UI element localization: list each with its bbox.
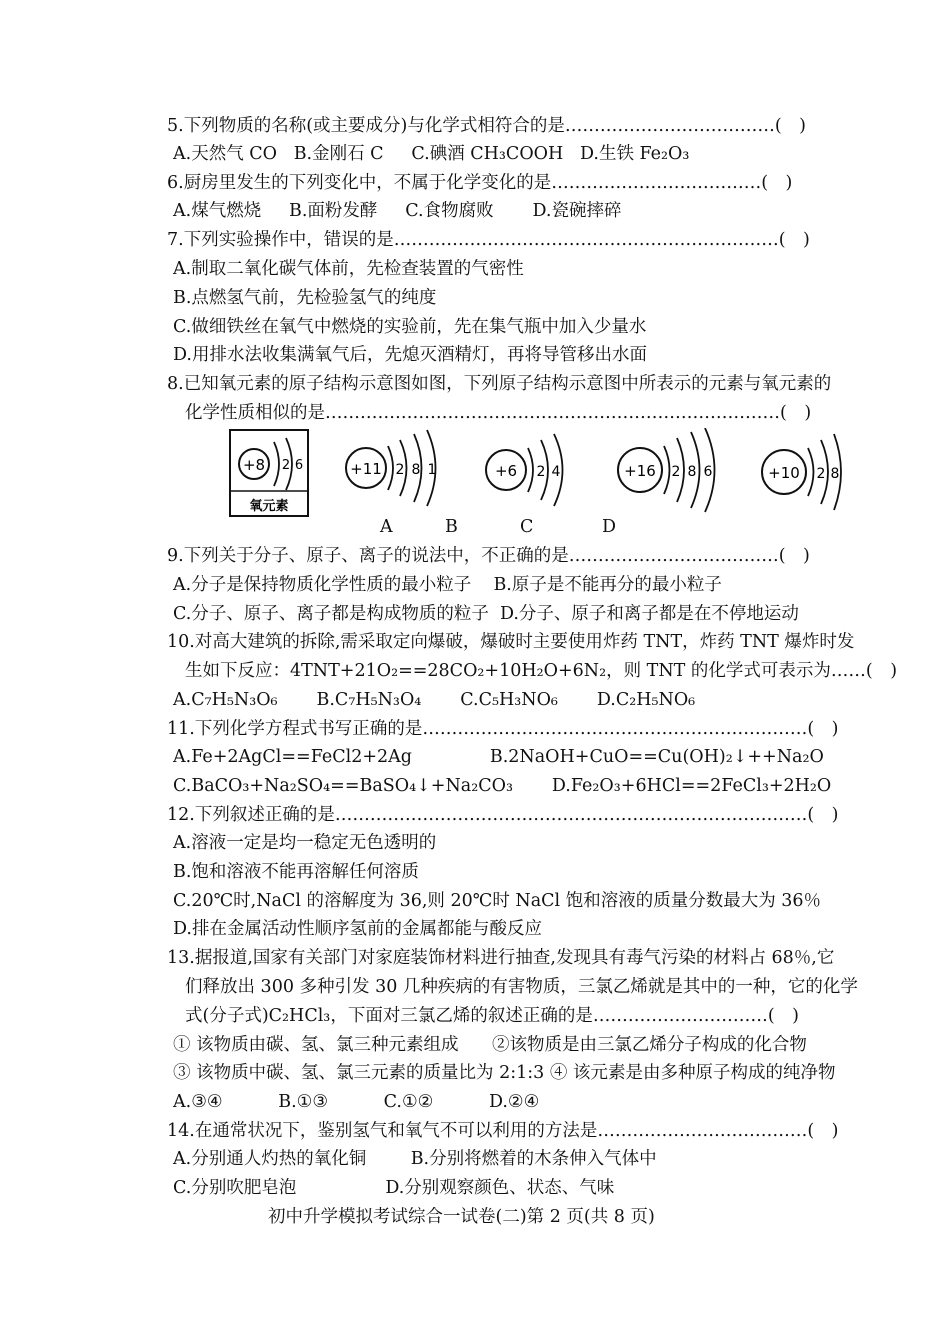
atom-d-nucleus: +10 bbox=[768, 464, 800, 482]
question-5-stem: 5.下列物质的名称(或主要成分)与化学式相符合的是………………………………( ) bbox=[167, 116, 807, 136]
atom-d-shell-2: 8 bbox=[830, 466, 840, 482]
question-7-stem: 7.下列实验操作中，错误的是…………………………………………………………( ) bbox=[167, 230, 810, 250]
question-8-stem-line2: 化学性质相似的是……………………………………………………………………( ) bbox=[185, 403, 812, 423]
question-14-options-cd: C.分别吹肥皂泡 D.分别观察颜色、状态、气味 bbox=[173, 1178, 615, 1198]
atom-c-shell-3: 6 bbox=[703, 464, 713, 480]
question-7-option-d: D.用排水法收集满氧气后，先熄灭酒精灯，再将导管移出水面 bbox=[173, 345, 647, 365]
question-7-option-c: C.做细铁丝在氧气中燃烧的实验前，先在集气瓶中加入少量水 bbox=[173, 317, 647, 337]
question-12-stem: 12.下列叙述正确的是………………………………………………………………………( ) bbox=[167, 805, 839, 825]
question-10-options: A.C₇H₅N₃O₆ B.C₇H₅N₃O₄ C.C₅H₃NO₆ D.C₂H₅NO₆ bbox=[173, 690, 696, 710]
oxygen-atom-diagram bbox=[230, 430, 308, 516]
atomic-structure-diagrams bbox=[228, 428, 848, 523]
atomic-structure-svg bbox=[228, 428, 848, 523]
atom-letter-c: C bbox=[520, 517, 534, 537]
question-13-stem-line3: 式(分子式)C₂HCl₃，下面对三氯乙烯的叙述正确的是…………………………( ) bbox=[185, 1006, 799, 1026]
atom-c-nucleus: +16 bbox=[624, 462, 656, 480]
question-9-options-cd: C.分子、原子、离子都是构成物质的粒子 D.分子、原子和离子都是在不停地运动 bbox=[173, 604, 799, 624]
atom-c-diagram bbox=[618, 428, 715, 512]
atom-b-nucleus: +6 bbox=[494, 462, 518, 480]
question-10-stem-line1: 10.对高大建筑的拆除,需采取定向爆破，爆破时主要使用炸药 TNT，炸药 TNT 爆炸时发 bbox=[167, 632, 855, 652]
question-11-stem: 11.下列化学方程式书写正确的是…………………………………………………………( ) bbox=[167, 719, 839, 739]
question-12-option-d: D.排在金属活动性顺序氢前的金属都能与酸反应 bbox=[173, 919, 542, 939]
question-10-stem-line2: 生如下反应：4TNT+21O₂==28CO₂+10H₂O+6N₂，则 TNT 的化学式可表示为……( ) bbox=[185, 661, 898, 681]
question-13-stem-line2: 们释放出 300 多种引发 30 几种疾病的有害物质，三氯乙烯就是其中的一种，它的化学 bbox=[185, 977, 858, 997]
atom-d-shell-1: 2 bbox=[816, 466, 826, 482]
atom-b-diagram bbox=[486, 434, 563, 506]
question-14-options-ab: A.分别通人灼热的氧化铜 B.分别将燃着的木条伸入气体中 bbox=[173, 1149, 657, 1169]
question-11-options-cd: C.BaCO₃+Na₂SO₄==BaSO₄↓+Na₂CO₃ D.Fe₂O₃+6HCl==2FeCl₃+2H₂O bbox=[173, 776, 832, 796]
question-14-stem: 14.在通常状况下，鉴别氢气和氧气不可以利用的方法是………………………………( ) bbox=[167, 1121, 839, 1141]
atom-a-shell-2: 8 bbox=[411, 462, 421, 478]
question-13-statements-12: ① 该物质由碳、氢、氯三种元素组成 ②该物质是由三氯乙烯分子构成的化合物 bbox=[173, 1035, 807, 1055]
atom-letter-b: B bbox=[445, 517, 458, 537]
question-5-options: A.天然气 CO B.金刚石 C C.碘酒 CH₃COOH D.生铁 Fe₂O₃ bbox=[173, 144, 690, 164]
question-6-options: A.煤气燃烧 B.面粉发酵 C.食物腐败 D.瓷碗摔碎 bbox=[173, 201, 622, 221]
atom-letter-d: D bbox=[602, 517, 617, 537]
question-13-stem-line1: 13.据报道,国家有关部门对家庭装饰材料进行抽查,发现具有毒气污染的材料占 68％,它 bbox=[167, 948, 835, 968]
question-7-option-a: A.制取二氧化碳气体前，先检查装置的气密性 bbox=[173, 259, 524, 279]
question-6-stem: 6.厨房里发生的下列变化中，不属于化学变化的是………………………………( ) bbox=[167, 173, 793, 193]
question-11-options-ab: A.Fe+2AgCl==FeCl2+2Ag B.2NaOH+CuO==Cu(OH)₂↓++Na₂O bbox=[173, 747, 824, 767]
question-13-statements-34: ③ 该物质中碳、氢、氯三元素的质量比为 2:1:3 ④ 该元素是由多种原子构成的纯净物 bbox=[173, 1063, 836, 1083]
question-8-stem-line1: 8.已知氧元素的原子结构示意图如图，下列原子结构示意图中所表示的元素与氧元素的 bbox=[167, 374, 832, 394]
oxygen-label: 氧元素 bbox=[249, 499, 289, 514]
question-13-options: A.③④ B.①③ C.①② D.②④ bbox=[173, 1092, 540, 1112]
oxygen-shell-2: 6 bbox=[294, 458, 304, 473]
atom-b-shell-1: 2 bbox=[536, 464, 546, 480]
atom-a-nucleus: +11 bbox=[350, 460, 382, 478]
atom-b-shell-2: 4 bbox=[551, 464, 561, 480]
question-9-stem: 9.下列关于分子、原子、离子的说法中，不正确的是………………………………( ) bbox=[167, 546, 810, 566]
atom-c-shell-2: 8 bbox=[687, 464, 697, 480]
question-12-option-c: C.20℃时,NaCl 的溶解度为 36,则 20℃时 NaCl 饱和溶液的质量分数最大为 36％ bbox=[173, 891, 822, 911]
atom-a-shell-1: 2 bbox=[395, 462, 405, 478]
atom-d-diagram bbox=[762, 434, 841, 510]
question-12-option-a: A.溶液一定是均一稳定无色透明的 bbox=[173, 833, 437, 853]
oxygen-shell-1: 2 bbox=[281, 458, 291, 473]
atom-letter-a: A bbox=[380, 517, 393, 537]
atom-c-shell-1: 2 bbox=[671, 464, 681, 480]
page-footer: 初中升学模拟考试综合一试卷(二)第 2 页(共 8 页) bbox=[268, 1207, 655, 1227]
question-12-option-b: B.饱和溶液不能再溶解任何溶质 bbox=[173, 862, 419, 882]
question-7-option-b: B.点燃氢气前，先检验氢气的纯度 bbox=[173, 288, 437, 308]
atom-a-diagram bbox=[346, 430, 436, 506]
oxygen-nucleus: +8 bbox=[242, 456, 266, 474]
atom-a-shell-3: 1 bbox=[427, 462, 437, 478]
question-9-options-ab: A.分子是保持物质化学性质的最小粒子 B.原子是不能再分的最小粒子 bbox=[173, 575, 722, 595]
